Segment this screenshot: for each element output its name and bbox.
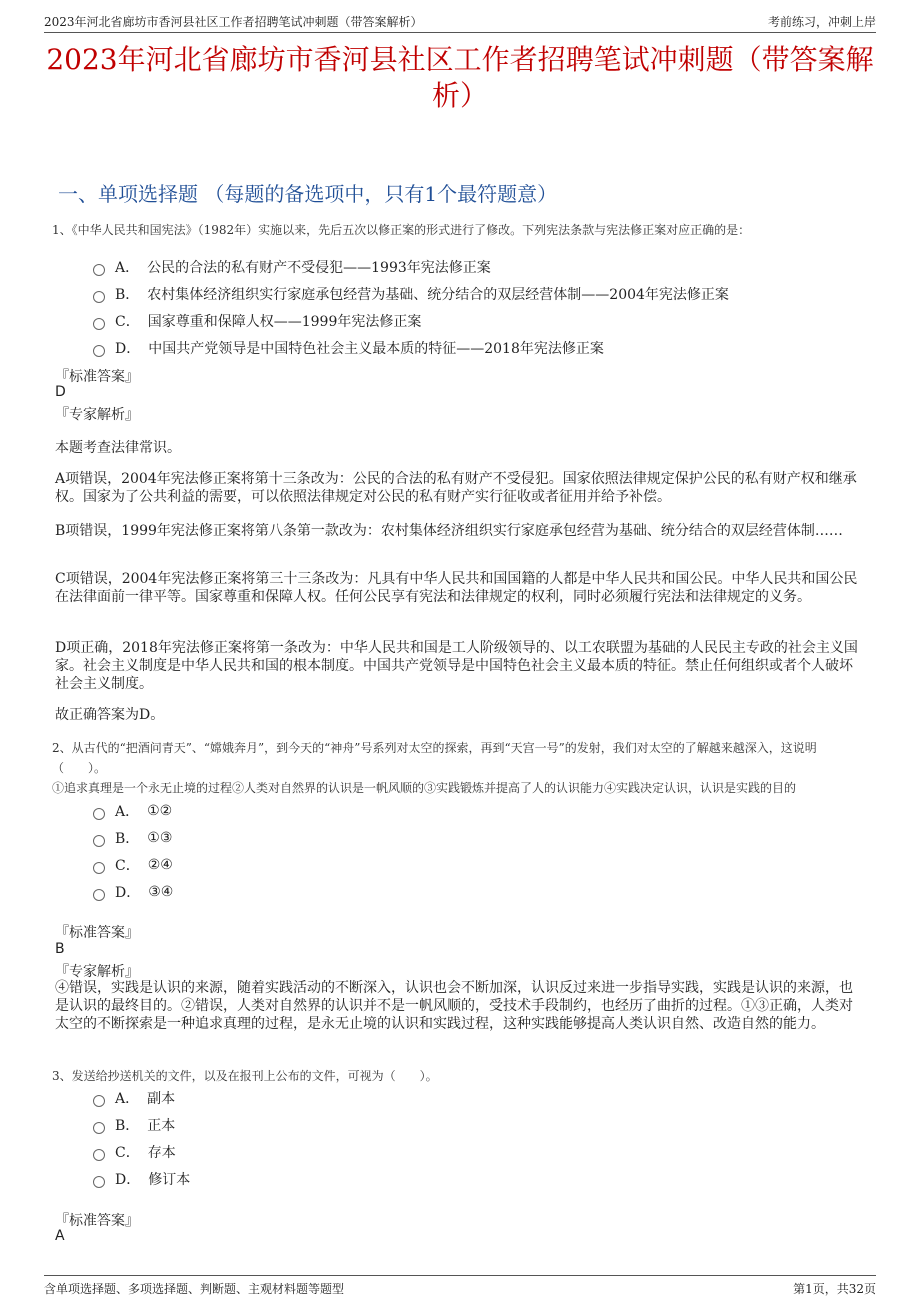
option-letter: D． [115,885,141,901]
radio-icon[interactable] [93,808,105,820]
section-heading: 一、单项选择题 （每题的备选项中，只有1个最符题意） [58,182,558,206]
radio-icon[interactable] [93,862,105,874]
radio-icon[interactable] [93,835,105,847]
radio-icon[interactable] [93,1122,105,1134]
option-text: 国家尊重和保障人权——1999年宪法修正案 [147,314,422,330]
option-letter: C． [115,1145,140,1161]
option-text: ①② [147,803,173,819]
q3-option-d[interactable] [93,1169,190,1189]
option-text: ①③ [147,830,173,846]
option-text: ②④ [147,857,173,873]
radio-icon[interactable] [93,1149,105,1161]
option-text: ③④ [148,884,174,900]
q2-option-c[interactable] [93,855,173,875]
q2-answer: B [55,941,65,957]
option-text: 中国共产党领导是中国特色社会主义最本质的特征——2018年宪法修正案 [148,341,604,357]
question-2-statements: ①追求真理是一个永无止境的过程②人类对自然界的认识是一帆风顺的③实践锻炼并提高了人的认识能力④实践决定认识，认识是实践的目的 [52,781,797,795]
header-slogan: 考前练习，冲刺上岸 [767,15,876,29]
question-3-stem: 3、发送给抄送机关的文件，以及在报刊上公布的文件，可视为（ ）。 [52,1069,438,1083]
question-1-stem: 1、《中华人民共和国宪法》（1982年）实施以来，先后五次以修正案的形式进行了修改。下列宪法条款与宪法修正案对应正确的是： [52,223,751,237]
q2-option-b[interactable] [93,828,172,848]
option-letter: C． [115,314,140,330]
option-text: 修订本 [148,1172,191,1188]
q1-answer: D [55,384,66,400]
footer-question-types: 含单项选择题、多项选择题、判断题、主观材料题等题型 [44,1282,345,1296]
radio-icon[interactable] [93,1176,105,1188]
q2-analysis-label: 『专家解析』 [55,964,139,980]
q3-option-c[interactable] [93,1142,176,1162]
q3-answer-label: 『标准答案』 [55,1213,139,1229]
q3-option-b[interactable] [93,1115,175,1135]
option-letter: A． [115,260,140,276]
option-letter: A． [115,804,140,820]
q1-option-a[interactable] [93,257,491,277]
q1-analysis-conclusion: 故正确答案为D。 [55,707,165,723]
q2-option-d[interactable] [93,882,173,902]
radio-icon[interactable] [93,291,105,303]
page-number: 第1页，共32页 [793,1282,876,1296]
radio-icon[interactable] [93,264,105,276]
option-text: 农村集体经济组织实行家庭承包经营为基础、统分结合的双层经营体制——2004年宪法修正案 [147,287,729,303]
q1-option-c[interactable] [93,311,421,331]
radio-icon[interactable] [93,318,105,330]
q3-answer: A [55,1228,65,1244]
q1-analysis-intro: 本题考查法律常识。 [55,440,181,456]
q1-analysis-a: A项错误，2004年宪法修正案将第十三条改为：公民的合法的私有财产不受侵犯。国家依照法律规定保护公民的私有财产权和继承权。国家为了公共利益的需要，可以依照法律规定对公民的私有财产实行征收或者征用并给予补偿。 [55,471,857,505]
radio-icon[interactable] [93,889,105,901]
option-letter: D． [115,341,141,357]
running-header [44,10,876,33]
q3-option-a[interactable] [93,1088,175,1108]
option-letter: B． [115,1118,140,1134]
q1-analysis-d: D项正确，2018年宪法修正案将第一条改为：中华人民共和国是工人阶级领导的、以工农联盟为基础的人民民主专政的社会主义国家。社会主义制度是中华人民共和国的根本制度。中国共产党领导是中国特色社会主义最本质的特征。禁止任何组织或者个人破坏社会主义制度。 [55,640,858,692]
option-letter: C． [115,858,140,874]
option-text: 正本 [147,1118,176,1134]
option-letter: B． [115,287,140,303]
option-letter: A． [115,1091,140,1107]
page-footer [44,1275,876,1296]
option-letter: B． [115,831,140,847]
question-2-stem: 2、从古代的“把酒问青天”、“嫦娥奔月”，到今天的“神舟”号系列对太空的探索，再到“天宫一号”的发射，我们对太空的了解越来越深入，这说明（ ）。 [52,741,817,775]
q1-analysis-c: C项错误，2004年宪法修正案将第三十三条改为：凡具有中华人民共和国国籍的人都是中华人民共和国公民。中华人民共和国公民在法律面前一律平等。国家尊重和保障人权。任何公民享有宪法和法律规定的权利，同时必须履行宪法和法律规定的义务。 [55,571,858,605]
q2-analysis: ④错误，实践是认识的来源，随着实践活动的不断深入，认识也会不断加深，认识反过来进一步指导实践，实践是认识的来源，也是认识的最终目的。②错误，人类对自然界的认识并不是一帆风顺的，受技术手段制约，也经历了曲折的过程。①③正确，人类对太空的不断探索是一种追求真理的过程，是永无止境的认识和实践过程，这种实践能够提高人类认识自然、改造自然的能力。 [55,980,853,1032]
option-text: 公民的合法的私有财产不受侵犯——1993年宪法修正案 [147,260,491,276]
q1-option-b[interactable] [93,284,729,304]
q1-option-d[interactable] [93,338,604,358]
q1-analysis-label: 『专家解析』 [55,407,139,423]
q2-option-a[interactable] [93,801,172,821]
document-title: 2023年河北省廊坊市香河县社区工作者招聘笔试冲刺题（带答案解析） [46,43,874,112]
option-text: 副本 [147,1091,176,1107]
radio-icon[interactable] [93,345,105,357]
option-letter: D． [115,1172,141,1188]
q1-analysis-b: B项错误，1999年宪法修正案将第八条第一款改为：农村集体经济组织实行家庭承包经营为基础、统分结合的双层经营体制…… [55,523,843,539]
q2-answer-label: 『标准答案』 [55,925,139,941]
header-doc-title: 2023年河北省廊坊市香河县社区工作者招聘笔试冲刺题（带答案解析） [44,15,423,29]
q1-answer-label: 『标准答案』 [55,369,139,385]
radio-icon[interactable] [93,1095,105,1107]
option-text: 存本 [147,1145,176,1161]
